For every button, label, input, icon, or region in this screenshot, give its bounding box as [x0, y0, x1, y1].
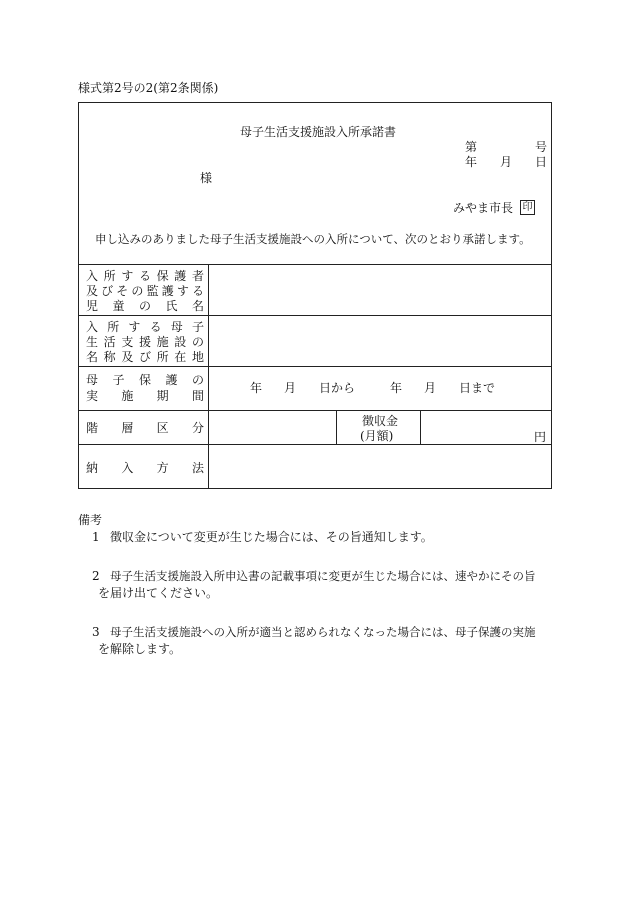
date-year: 年 [465, 155, 478, 169]
fee-monthly-label: (月額) [360, 429, 394, 443]
remark-text-continued: を届け出てください。 [98, 586, 219, 600]
number-suffix: 号 [535, 140, 548, 154]
period-label-line1: 母 子 保 護 の [86, 373, 204, 387]
facility-label-line2: 生 活 支 援 施 設 の [86, 335, 204, 349]
divider [78, 315, 552, 316]
bracket-label: 階 層 区 分 [86, 421, 204, 435]
remark-text-continued: を解除します。 [98, 642, 182, 656]
divider [78, 444, 552, 445]
period-to-day: 日まで [459, 381, 496, 395]
yen-unit: 円 [534, 430, 547, 444]
form-number: 様式第2号の2(第2条関係) [78, 81, 219, 95]
remark-number: 1 [92, 530, 100, 544]
period-to-month: 月 [424, 381, 437, 395]
addressee-suffix: 様 [200, 171, 213, 185]
number-prefix: 第 [465, 140, 478, 154]
period-label-line2: 実 施 期 間 [86, 389, 204, 403]
divider [336, 410, 337, 444]
issuer-name: みやま市長 [453, 201, 514, 215]
divider [78, 264, 552, 265]
divider [78, 366, 552, 367]
period-from-month: 月 [284, 381, 297, 395]
remark-number: 3 [92, 625, 100, 639]
remark-text: 徴収金について変更が生じた場合には、その旨通知します。 [110, 530, 433, 544]
guardian-label-line1: 入 所 す る 保 護 者 [86, 269, 204, 283]
guardian-label-line2: 及 び そ の 監 護 す る [86, 284, 204, 298]
approval-statement: 申し込みのありました母子生活支援施設への入所について、次のとおり承諾します。 [95, 232, 531, 246]
document-title: 母子生活支援施設入所承諾書 [240, 125, 397, 139]
remark-number: 2 [92, 569, 100, 583]
date-month: 月 [500, 155, 513, 169]
date-day: 日 [535, 155, 548, 169]
period-from-year: 年 [250, 381, 263, 395]
fee-label: 徴収金 [362, 414, 399, 428]
guardian-label-line3: 児 童 の 氏 名 [86, 299, 204, 313]
facility-label-line1: 入 所 す る 母 子 [86, 320, 204, 334]
divider [420, 410, 421, 444]
seal-mark: 印 [520, 200, 535, 215]
remark-text: 母子生活支援施設への入所が適当と認められなくなった場合には、母子保護の実施 [110, 625, 536, 639]
payment-method-label: 納 入 方 法 [86, 461, 204, 475]
facility-label-line3: 名 称 及 び 所 在 地 [86, 350, 204, 364]
remarks-heading: 備考 [78, 513, 103, 527]
remark-text: 母子生活支援施設入所申込書の記載事項に変更が生じた場合には、速やかにその旨 [110, 569, 536, 583]
period-to-year: 年 [390, 381, 403, 395]
divider [78, 410, 552, 411]
divider [208, 264, 209, 489]
period-from-day: 日から [319, 381, 356, 395]
